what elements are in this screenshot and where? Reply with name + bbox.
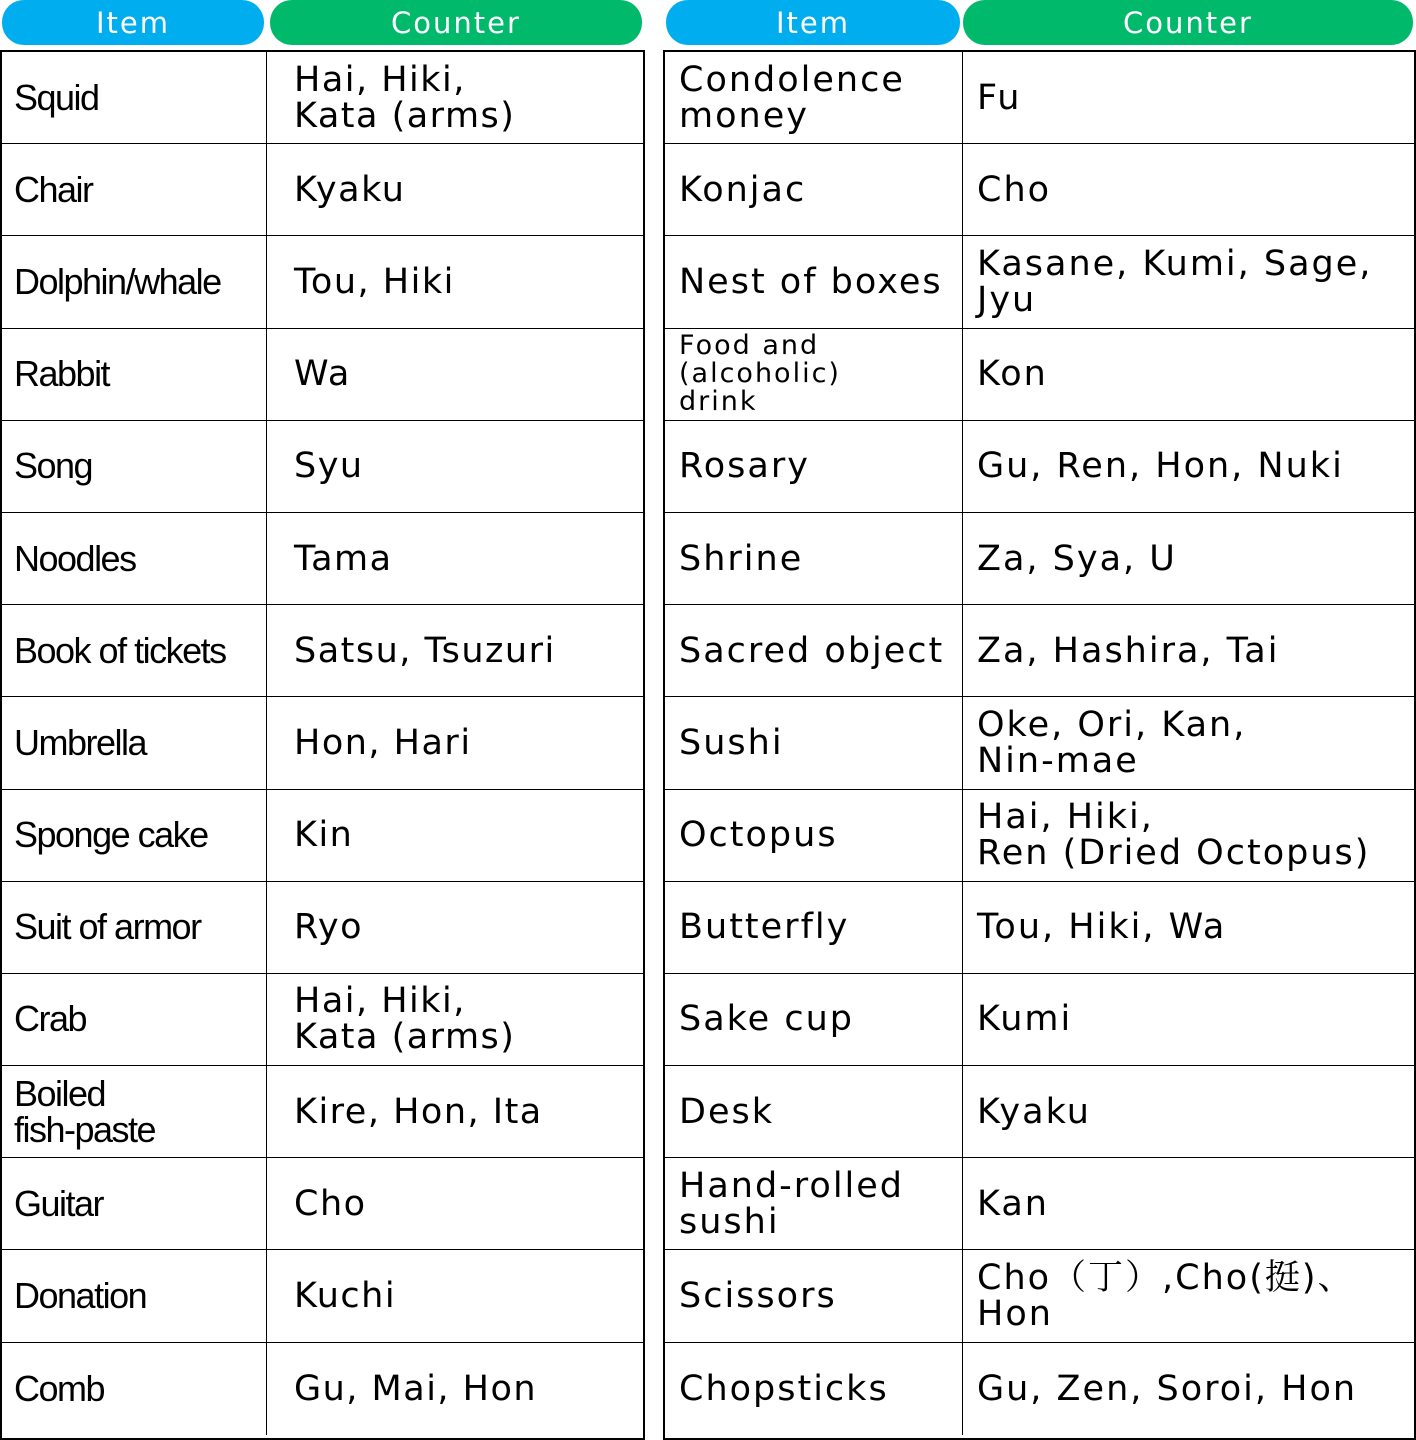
item-cell (2, 144, 267, 235)
table-row (665, 1066, 1414, 1158)
item-cell (665, 236, 963, 327)
item-cell (2, 421, 267, 512)
table-row (665, 882, 1414, 974)
counter-cell (963, 1158, 1414, 1249)
table-row (2, 605, 643, 697)
table-row (2, 1250, 643, 1342)
counter-label: Kon (977, 354, 1048, 395)
item-label: Octopus (679, 815, 838, 856)
item-cell (665, 144, 963, 235)
counter-cell (963, 329, 1414, 420)
item-label: Hand-rolled sushi (679, 1165, 905, 1242)
counter-cell (963, 1343, 1414, 1435)
item-label: Book of tickets (14, 629, 226, 671)
counter-label: Kyaku (977, 1091, 1091, 1132)
table-row (2, 329, 643, 421)
right-panel (663, 0, 1416, 1409)
counter-label: Oke, Ori, Kan, Nin-mae (977, 704, 1247, 781)
table-row (2, 882, 643, 974)
table-row (2, 697, 643, 789)
table-row (2, 144, 643, 236)
counter-cell (267, 605, 643, 696)
counter-cell (267, 1066, 643, 1157)
counter-cell (963, 974, 1414, 1065)
table-row (2, 790, 643, 882)
item-cell (2, 605, 267, 696)
table-row (665, 974, 1414, 1066)
item-label: Konjac (679, 169, 807, 210)
item-label: Food and (alcoholic) drink (679, 330, 841, 418)
table-row (2, 421, 643, 513)
item-cell (665, 697, 963, 788)
table-row (665, 421, 1414, 513)
counter-label: Hai, Hiki, Kata (arms) (294, 59, 516, 136)
item-cell (2, 329, 267, 420)
table-row (665, 1250, 1414, 1342)
table-row (665, 1343, 1414, 1435)
left-panel (0, 0, 645, 1409)
item-cell (665, 1066, 963, 1157)
counter-cell (963, 513, 1414, 604)
item-cell (2, 974, 267, 1065)
item-label: Sponge cake (14, 814, 208, 856)
item-cell (2, 52, 267, 143)
table-row (2, 513, 643, 605)
item-label: Boiled fish-paste (14, 1072, 156, 1150)
left-header (0, 0, 645, 45)
counter-label: Kumi (977, 999, 1073, 1040)
counter-cell (267, 421, 643, 512)
item-label: Crab (14, 998, 87, 1040)
item-cell (2, 1343, 267, 1435)
counter-label: Syu (294, 446, 364, 487)
counter-cell (267, 697, 643, 788)
counter-label: Kuchi (294, 1276, 397, 1317)
counter-label: Gu, Mai, Hon (294, 1368, 538, 1409)
counter-cell (963, 144, 1414, 235)
item-label: Squid (14, 76, 99, 118)
counter-cell (963, 790, 1414, 881)
counter-label: Kyaku (294, 169, 406, 210)
table-row (665, 1158, 1414, 1250)
counter-cell (267, 144, 643, 235)
counter-cell (267, 790, 643, 881)
right-counter-header: Counter (963, 0, 1413, 45)
right-header (663, 0, 1416, 45)
table-row (665, 236, 1414, 328)
item-label: Shrine (679, 538, 804, 579)
item-label: Butterfly (679, 907, 850, 948)
counter-label: Hai, Hiki, Ren (Dried Octopus) (977, 797, 1371, 874)
counter-cell (267, 329, 643, 420)
item-cell (2, 1158, 267, 1249)
item-label: Scissors (679, 1276, 837, 1317)
counter-label: Kire, Hon, Ita (294, 1091, 543, 1132)
counter-cell (267, 1343, 643, 1435)
counter-label: Wa (294, 354, 351, 395)
counter-label: Hon, Hari (294, 722, 472, 763)
counter-cell (963, 421, 1414, 512)
item-cell (2, 513, 267, 604)
item-label: Rabbit (14, 353, 110, 395)
item-cell (665, 882, 963, 973)
item-label: Desk (679, 1091, 774, 1132)
left-counter-header: Counter (270, 0, 642, 45)
counter-label: Kasane, Kumi, Sage, Jyu (977, 243, 1373, 320)
counter-cell (267, 1158, 643, 1249)
item-cell (665, 421, 963, 512)
counter-label: Gu, Zen, Soroi, Hon (977, 1368, 1358, 1409)
table-row (665, 513, 1414, 605)
item-label: Song (14, 445, 93, 487)
counter-cell (267, 1250, 643, 1341)
counter-label: Tou, Hiki, Wa (977, 907, 1227, 948)
counter-label: Cho（丁）,Cho(挺)、 Hon (977, 1258, 1355, 1335)
right-table (663, 50, 1416, 1440)
item-label: Sacred object (679, 630, 945, 671)
table-row (2, 974, 643, 1066)
item-cell (665, 513, 963, 604)
table-row (2, 1343, 643, 1435)
item-cell (2, 236, 267, 327)
counter-label: Ryo (294, 907, 364, 948)
item-cell (665, 1158, 963, 1249)
counter-cell (267, 513, 643, 604)
item-cell (665, 329, 963, 420)
left-item-header: Item (2, 0, 264, 45)
item-label: Chair (14, 168, 93, 210)
table-row (665, 605, 1414, 697)
counter-cell (963, 1250, 1414, 1341)
right-item-header: Item (666, 0, 960, 45)
counter-cell (963, 236, 1414, 327)
counter-label: Kin (294, 815, 354, 856)
item-cell (665, 52, 963, 143)
item-cell (665, 974, 963, 1065)
counter-label: Hai, Hiki, Kata (arms) (294, 981, 516, 1058)
counter-cell (267, 882, 643, 973)
table-row (2, 1066, 643, 1158)
counter-label: Cho (977, 169, 1052, 210)
counter-label: Fu (977, 77, 1022, 118)
item-label: Comb (14, 1367, 105, 1409)
item-label: Guitar (14, 1182, 104, 1224)
item-label: Sushi (679, 722, 784, 763)
item-label: Umbrella (14, 721, 147, 763)
item-cell (665, 790, 963, 881)
counter-label: Tou, Hiki (294, 261, 455, 302)
table-row (2, 236, 643, 328)
counter-label: Cho (294, 1183, 367, 1224)
counter-cell (267, 52, 643, 143)
counter-cell (963, 697, 1414, 788)
item-cell (2, 1250, 267, 1341)
counter-label: Satsu, Tsuzuri (294, 630, 556, 671)
counter-label: Tama (294, 538, 393, 579)
counter-label: Za, Hashira, Tai (977, 630, 1280, 671)
item-label: Chopsticks (679, 1368, 889, 1409)
item-cell (2, 1066, 267, 1157)
table-row (2, 52, 643, 144)
left-table (0, 50, 645, 1440)
item-label: Donation (14, 1275, 147, 1317)
table-row (665, 52, 1414, 144)
counter-label: Gu, Ren, Hon, Nuki (977, 446, 1344, 487)
counter-cell (963, 1066, 1414, 1157)
item-cell (665, 605, 963, 696)
table-row (665, 329, 1414, 421)
item-cell (2, 697, 267, 788)
counter-label: Za, Sya, U (977, 538, 1177, 579)
item-label: Rosary (679, 446, 810, 487)
item-label: Sake cup (679, 999, 854, 1040)
table-row (2, 1158, 643, 1250)
item-label: Suit of armor (14, 906, 201, 948)
table-row (665, 697, 1414, 789)
item-label: Noodles (14, 537, 136, 579)
table-row (665, 790, 1414, 882)
item-label: Dolphin/whale (14, 260, 221, 302)
counter-cell (267, 236, 643, 327)
table-row (665, 144, 1414, 236)
counter-cell (267, 974, 643, 1065)
item-cell (2, 882, 267, 973)
counter-label: Kan (977, 1183, 1049, 1224)
item-cell (665, 1343, 963, 1435)
counter-cell (963, 605, 1414, 696)
item-cell (665, 1250, 963, 1341)
item-label: Condolence money (679, 59, 905, 136)
counter-cell (963, 52, 1414, 143)
item-label: Nest of boxes (679, 261, 943, 302)
item-cell (2, 790, 267, 881)
counter-cell (963, 882, 1414, 973)
